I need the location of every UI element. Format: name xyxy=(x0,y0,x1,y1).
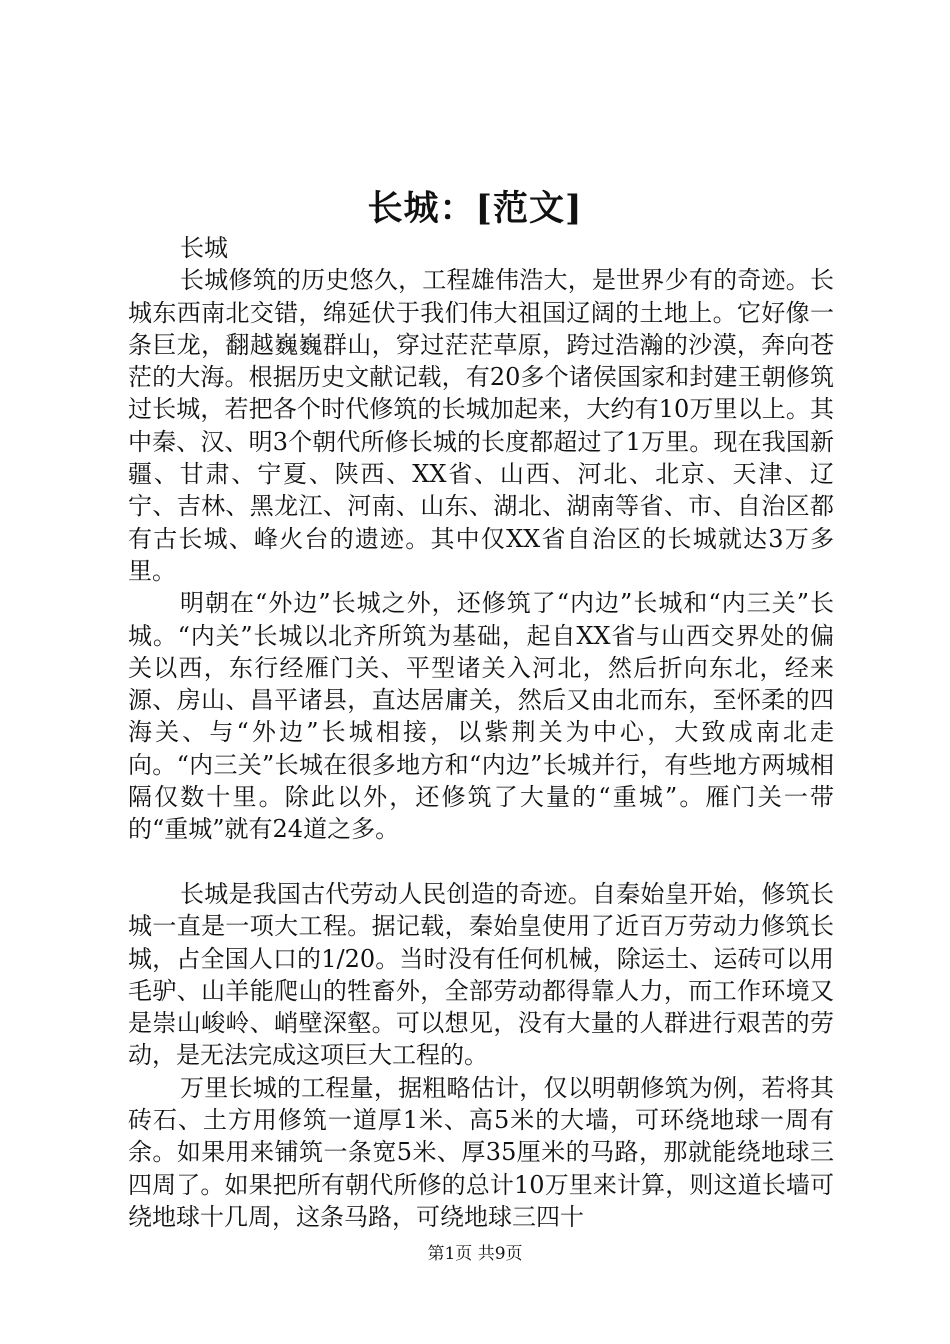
page-number-footer: 第1页 共9页 xyxy=(427,1244,523,1264)
document-title: 长城：[范文] xyxy=(367,188,583,229)
document-body xyxy=(128,232,834,1233)
paragraph-1: 长城修筑的历史悠久，工程雄伟浩大，是世界少有的奇迹。长城东西南北交错，绵延伏于我们伟大祖国辽阔的土地上。它好像一条巨龙，翻越巍巍群山，穿过茫茫草原，跨过浩瀚的沙漠，奔向苍茫的大海。根据历史文献记载，有20多个诸侯国家和封建王朝修筑过长城，若把各个时代修筑的长城加起来，大约有10万里以上。其中秦、汉、明3个朝代所修长城的长度都超过了1万里。现在我国新疆、甘肃、宁夏、陕西、XX省、山西、河北、北京、天津、辽宁、吉林、黑龙江、河南、山东、湖北、湖南等省、市、自治区都有古长城、峰火台的遗迹。其中仅XX省自治区的长城就达3万多里。 xyxy=(128,266,834,585)
paragraph-2: 明朝在“外边”长城之外，还修筑了“内边”长城和“内三关”长城。“内关”长城以北齐所筑为基础，起自XX省与山西交界处的偏关以西，东行经雁门关、平型诸关入河北，然后折向东北，经来源、房山、昌平诸县，直达居庸关，然后又由北而东，至怀柔的四海关、与“外边”长城相接，以紫荆关为中心，大致成南北走向。“内三关”长城在很多地方和“内边”长城并行，有些地方两城相隔仅数十里。除此以外，还修筑了大量的“重城”。雁门关一带的“重城”就有24道之多。 xyxy=(128,589,834,844)
paragraph-3: 长城是我国古代劳动人民创造的奇迹。自秦始皇开始，修筑长城一直是一项大工程。据记载，秦始皇使用了近百万劳动力修筑长城，占全国人口的1/20。当时没有任何机械，除运土、运砖可以用毛驴、山羊能爬山的牲畜外，全部劳动都得靠人力，而工作环境又是崇山峻岭、峭壁深壑。可以想见，没有大量的人群进行艰苦的劳动，是无法完成这项巨大工程的。 xyxy=(128,879,834,1070)
paragraph-4: 万里长城的工程量，据粗略估计，仅以明朝修筑为例，若将其砖石、土方用修筑一道厚1米、高5米的大墙，可环绕地球一周有余。如果用来铺筑一条宽5米、厚35厘米的马路，那就能绕地球三四周了。如果把所有朝代所修的总计10万里来计算，则这道长墙可绕地球十几周，这条马路，可绕地球三四十 xyxy=(128,1073,834,1231)
document-subtitle: 长城 xyxy=(180,234,228,262)
